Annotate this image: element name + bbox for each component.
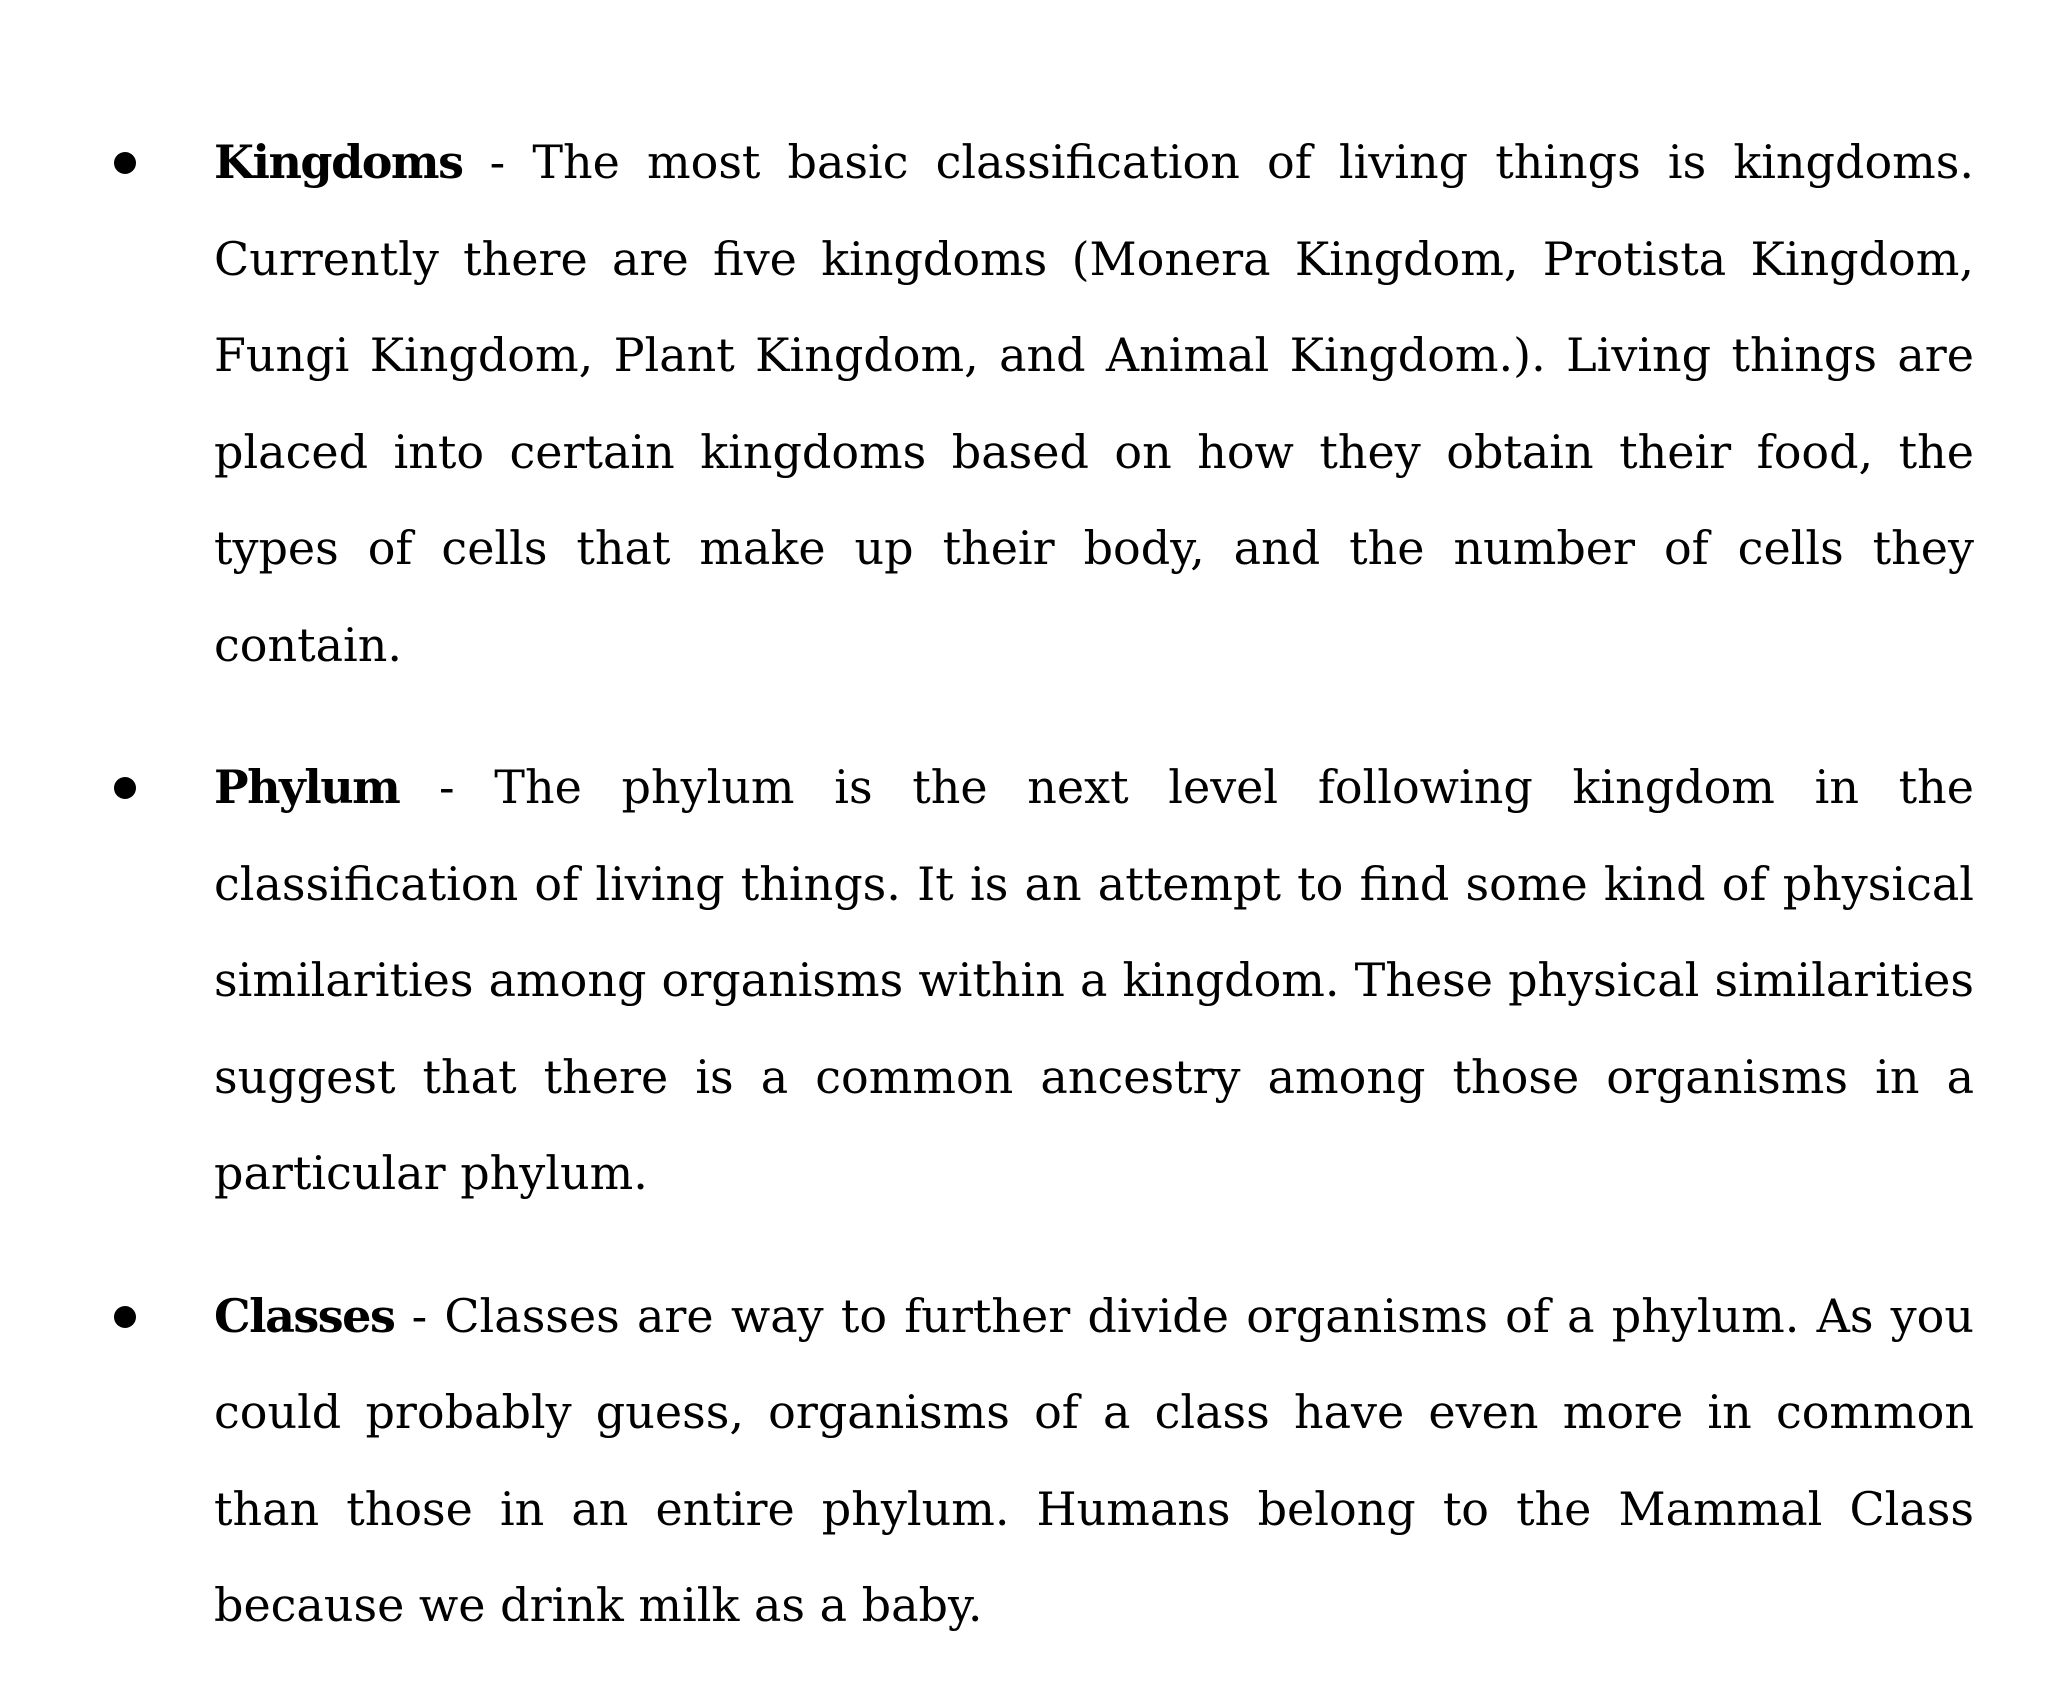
bullet-icon <box>114 777 136 799</box>
term-description: - The most basic classification of living things is kingdoms. Currently there are five kingdoms (Monera Kingdom, Protista Kingdom, Fungi Kingdom, Plant Kingdom, and Animal Kingdom.). Living things are placed into certain kingdoms based on how they obtain their food, the types of cells that make up their body, and the number of cells they contain. <box>214 135 1974 672</box>
bullet-icon <box>114 1306 136 1328</box>
list-item-kingdoms <box>0 114 2048 693</box>
term-description: - The phylum is the next level following kingdom in the classification of living things. It is an attempt to find some kind of physical similarities among organisms within a kingdom. These physical similarities suggest that there is a common ancestry among those organisms in a particular phylum. <box>214 760 1974 1200</box>
term-label: Phylum <box>214 760 400 814</box>
list-item-text <box>214 739 1974 1222</box>
bullet-icon <box>114 152 136 174</box>
term-label: Kingdoms <box>214 135 463 189</box>
term-label: Classes <box>214 1288 395 1343</box>
list-item-text <box>214 114 1974 693</box>
bullet-list <box>0 68 2048 1700</box>
list-item-phylum <box>0 739 2048 1222</box>
list-item-classes <box>0 1268 2048 1654</box>
list-item-text <box>214 1268 1974 1654</box>
term-description: - Classes are way to further divide organisms of a phylum. As you could probably guess, organisms of a class have even more in common than those in an entire phylum. Humans belong to the Mammal Class because we drink milk as a baby. <box>214 1288 1974 1632</box>
